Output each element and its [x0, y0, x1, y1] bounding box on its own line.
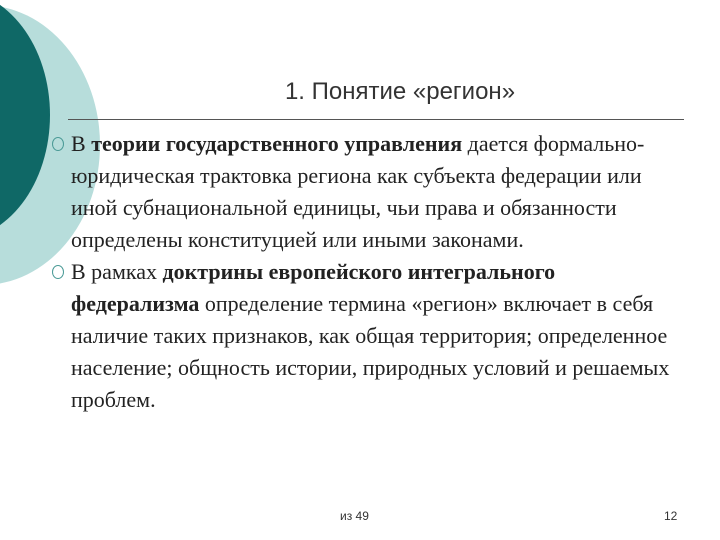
bullet-2-text-bold: доктрины европейского интегрального федерализма [71, 259, 556, 316]
hollow-circle-icon [52, 265, 64, 279]
slide-content [52, 128, 677, 416]
hollow-circle-icon [52, 137, 64, 151]
footer-total-pages: из 49 [340, 509, 369, 523]
bullet-2-text-pre: В рамках [71, 259, 163, 284]
bullet-item-2 [52, 256, 677, 416]
bullet-1-text-bold: теории государственного управления [91, 131, 463, 156]
bullet-1-text-post: дается формально-юридическая трактовка региона как субъекта федерации или иной субнациональной единицы, чьи права и обязанности определены конституцией или иными законами. [71, 131, 645, 252]
page-number: 12 [664, 509, 678, 523]
bullet-item-1 [52, 128, 677, 256]
bullet-2-text-post: определение термина «регион» включает в себя наличие таких признаков, как общая территория; определенное население; общность истории, природных условий и решаемых проблем. [71, 291, 670, 412]
slide-title: 1. Понятие «регион» [284, 78, 516, 105]
title-divider [68, 119, 684, 120]
bullet-1-text-pre: В [71, 131, 92, 156]
